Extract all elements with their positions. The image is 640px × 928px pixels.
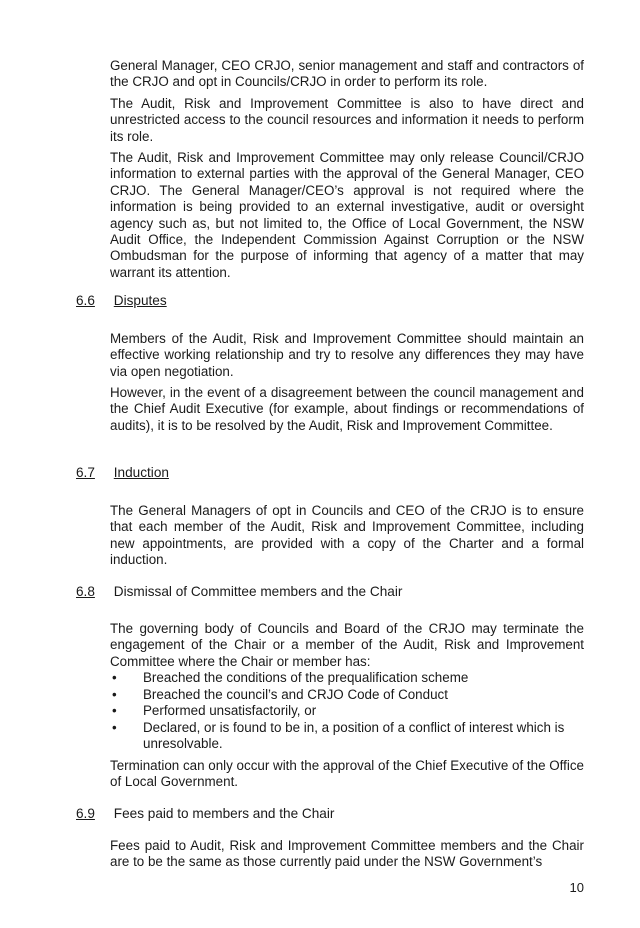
paragraph-disputes-2: However, in the event of a disagreement between the council management and the Chief Audit Executive (for example, about findings or recommendations of audits), it is to be resolved by the Audit, Risk and Improvement Committee. bbox=[110, 385, 584, 433]
list-item: • Declared, or is found to be in, a position of a conflict of interest which is unresolvable. bbox=[112, 719, 565, 752]
section-number: 6.7 bbox=[76, 465, 95, 480]
paragraph-induction: The General Managers of opt in Councils and CEO of the CRJO is to ensure that each member of the Audit, Risk and Improvement Committee, including new appointments, are provided with a copy of the Charter and a formal induction. bbox=[110, 503, 584, 568]
section-heading-fees bbox=[76, 806, 334, 822]
list-item: • Breached the conditions of the prequalification scheme bbox=[112, 670, 469, 685]
section-title: Disputes bbox=[113, 293, 167, 308]
bullet-icon: • bbox=[112, 686, 117, 702]
section-number: 6.9 bbox=[76, 806, 95, 821]
section-number: 6.8 bbox=[76, 584, 95, 599]
paragraph-access-continued: General Manager, CEO CRJO, senior management and staff and contractors of the CRJO and opt in Councils/CRJO in order to perform its role. bbox=[110, 58, 584, 90]
bullet-icon: • bbox=[112, 703, 117, 719]
paragraph-direct-access: The Audit, Risk and Improvement Committee is also to have direct and unrestricted access to the council resources and information it needs to perform its role. bbox=[110, 96, 584, 144]
paragraph-disputes-1: Members of the Audit, Risk and Improvement Committee should maintain an effective working relationship and try to resolve any differences they may have via open negotiation. bbox=[110, 331, 584, 379]
section-number: 6.6 bbox=[76, 293, 95, 308]
section-title: Induction bbox=[113, 465, 169, 480]
section-heading-disputes bbox=[76, 293, 167, 309]
paragraph-termination: Termination can only occur with the approval of the Chief Executive of the Office of Local Government. bbox=[110, 758, 584, 790]
list-item: • Breached the council’s and CRJO Code of Conduct bbox=[112, 686, 448, 702]
bullet-icon: • bbox=[112, 670, 117, 685]
paragraph-release-information: The Audit, Risk and Improvement Committee may only release Council/CRJO information to external parties with the approval of the General Manager, CEO CRJO. The General Manager/CEO’s approval is not required where the information is being provided to an external investigative, audit or oversight agency such as, but not limited to, the Office of Local Government, the NSW Audit Office, the Independent Commission Against Corruption or the NSW Ombudsman for the purpose of informing that agency of a matter that may warrant its attention. bbox=[110, 150, 584, 280]
bullet-icon: • bbox=[112, 719, 117, 735]
section-heading-induction bbox=[76, 465, 169, 481]
page-number: 10 bbox=[569, 880, 584, 895]
section-heading-dismissal bbox=[76, 584, 402, 600]
section-title: Dismissal of Committee members and the Chair bbox=[113, 584, 403, 599]
list-item: • Performed unsatisfactorily, or bbox=[112, 703, 317, 719]
paragraph-fees: Fees paid to Audit, Risk and Improvement Committee members and the Chair are to be the same as those currently paid under the NSW Government’s bbox=[110, 838, 584, 870]
section-title: Fees paid to members and the Chair bbox=[113, 806, 335, 821]
dismissal-conditions-list bbox=[110, 670, 584, 753]
paragraph-dismissal-intro: The governing body of Councils and Board of the CRJO may terminate the engagement of the Chair or a member of the Audit, Risk and Improvement Committee where the Chair or member has: bbox=[110, 621, 584, 669]
